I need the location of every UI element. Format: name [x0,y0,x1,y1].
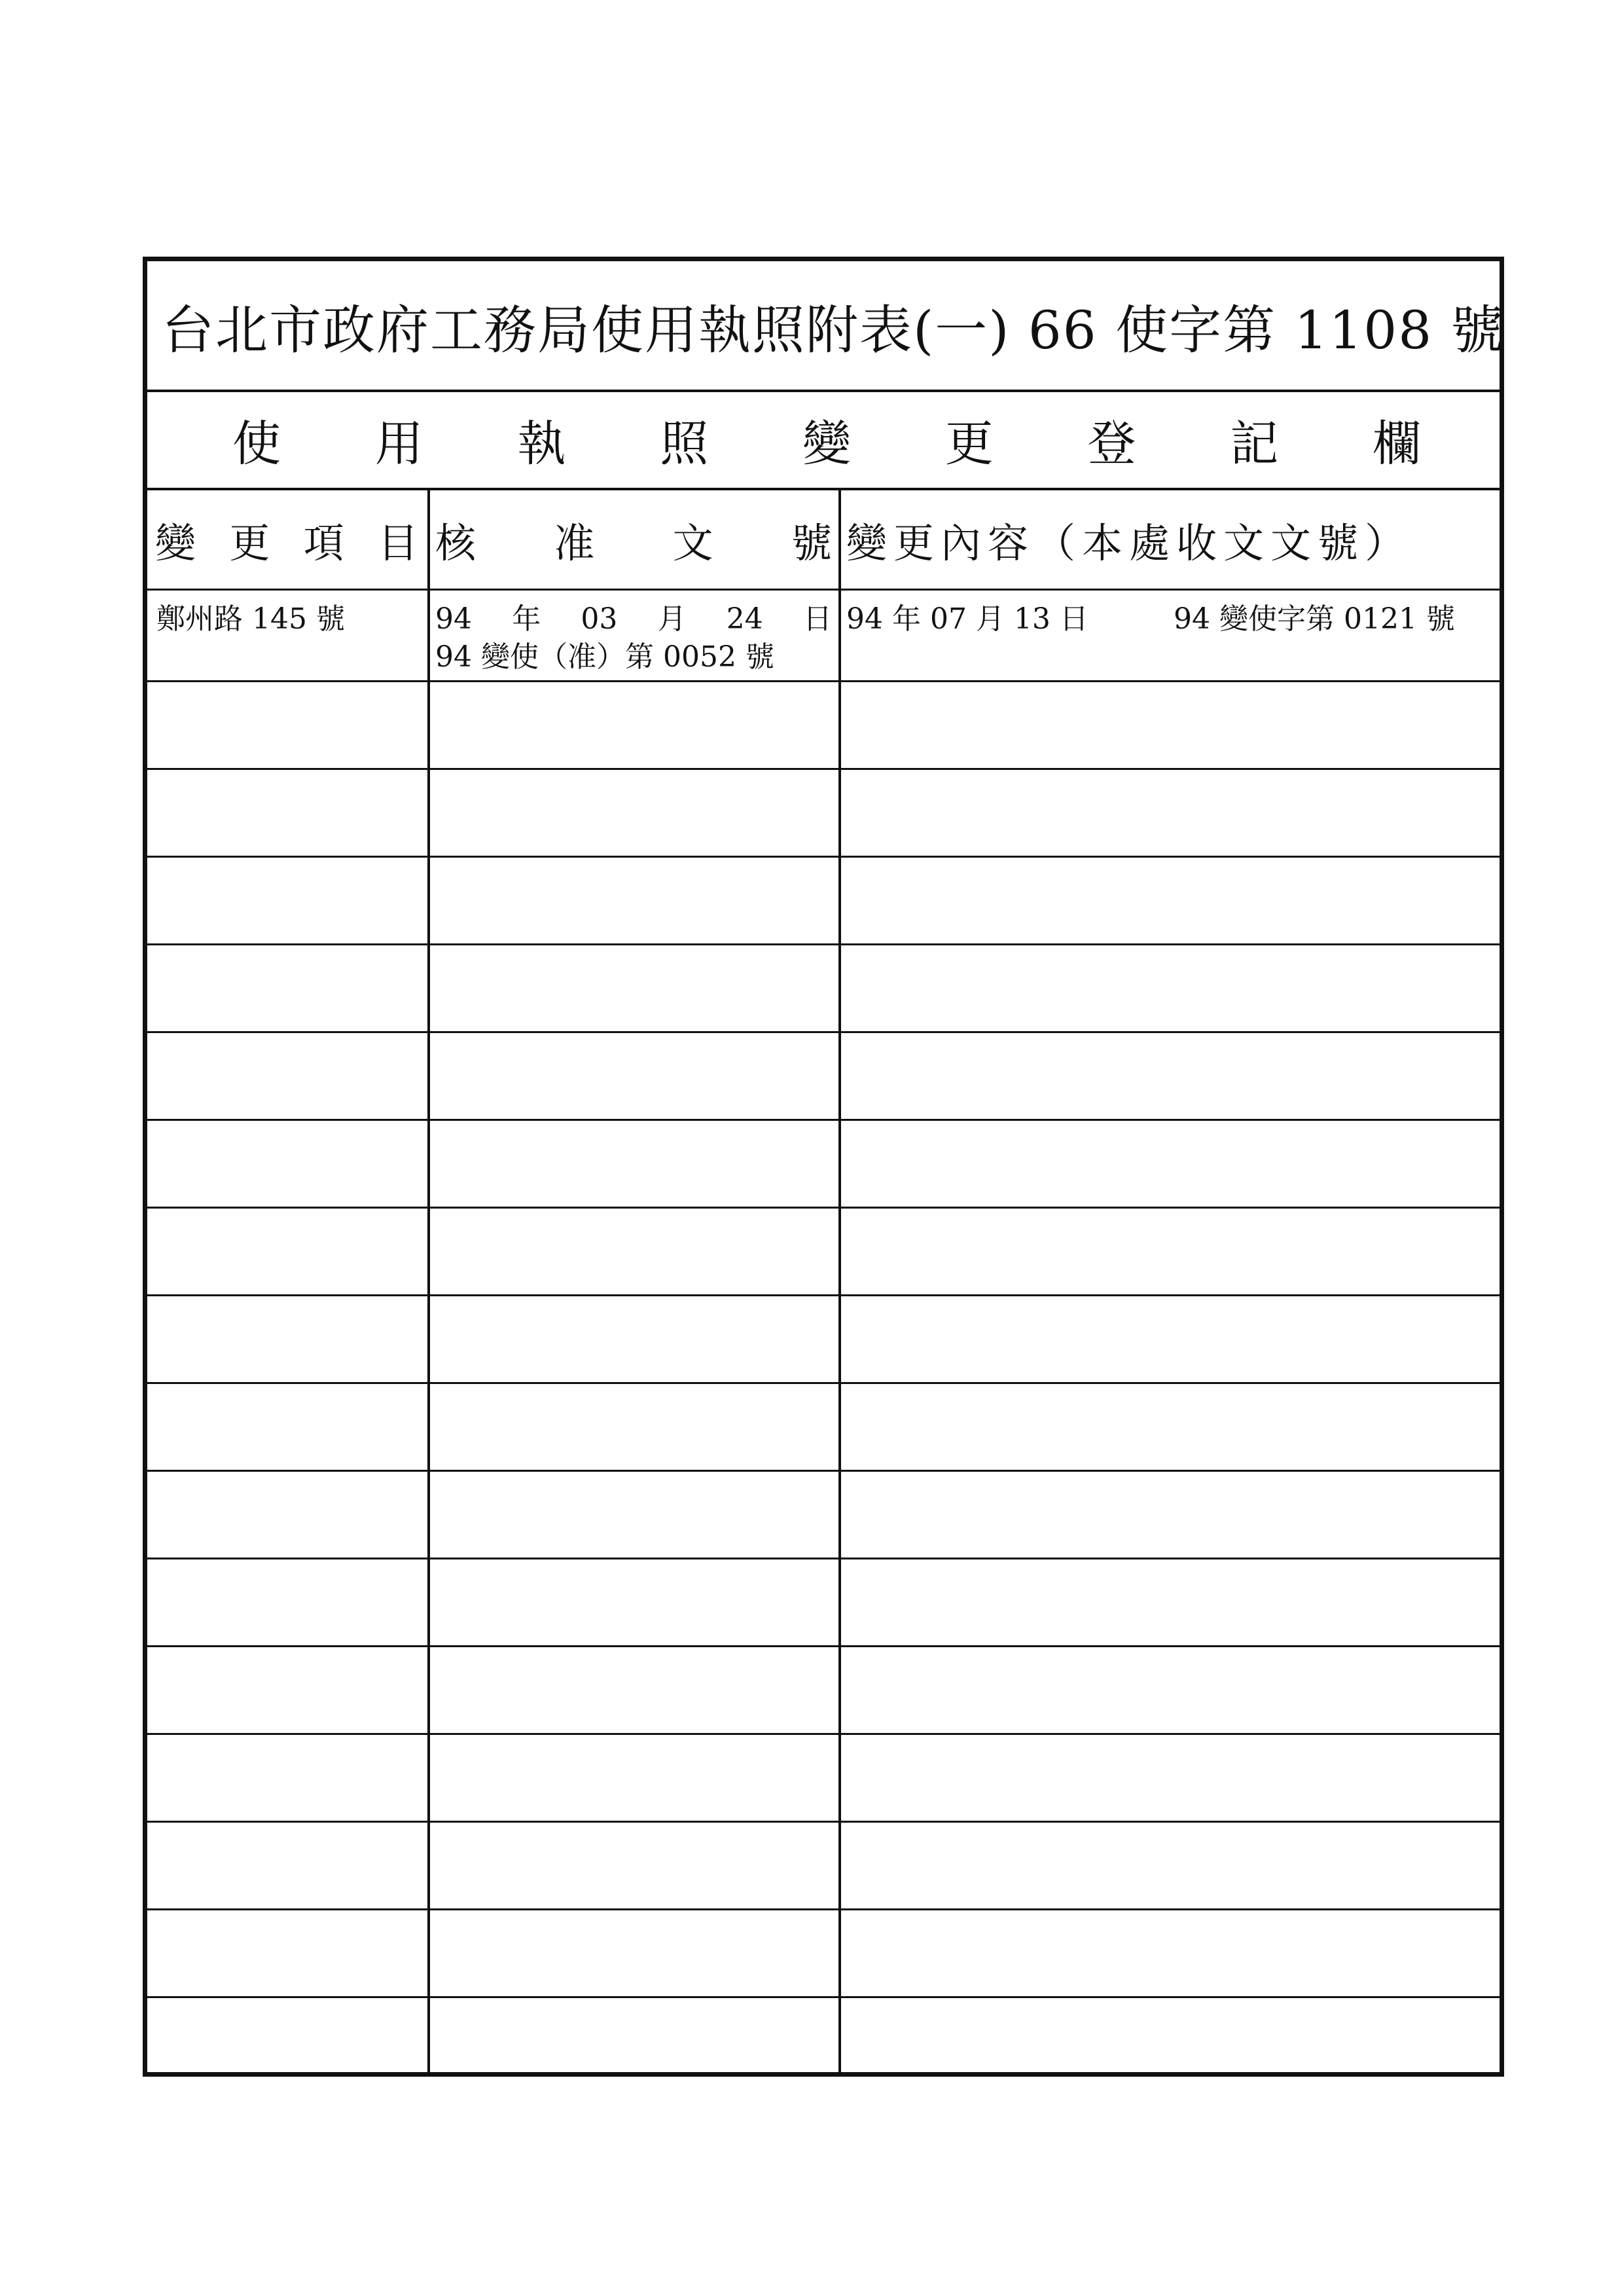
subtitle-char: 變 [802,416,851,472]
date-part: 03 [581,602,618,636]
row-divider [147,856,1500,858]
row-divider [147,1294,1500,1296]
row-1-content-number: 94 變使字第 0121 號 [1174,602,1455,636]
header-change-content: 變更內容（本處收文文號） [846,519,1412,567]
subtitle-char: 記 [1230,416,1279,472]
form-subtitle [147,392,1500,490]
date-part: 94 [435,602,472,636]
column-divider [838,490,841,2072]
row-divider [147,1382,1500,1384]
row-divider [147,1645,1500,1647]
subtitle-char: 欄 [1373,416,1421,472]
header-char: 變 [155,519,196,567]
header-char: 核 [435,519,476,567]
row-divider [147,1996,1500,1998]
subtitle-char: 使 [232,416,281,472]
header-char: 項 [303,519,344,567]
row-divider [147,943,1500,945]
row-divider [147,1821,1500,1823]
header-char: 更 [229,519,270,567]
header-change-item [155,490,418,589]
row-divider [147,1207,1500,1209]
row-divider [147,1733,1500,1735]
row-divider [147,1119,1500,1121]
row-1-approval-number: 94 變使（准）第 0052 號 [435,640,774,674]
header-approval-number [435,490,832,589]
date-part: 月 [657,602,687,636]
row-1-item: 鄭州路 145 號 [156,602,345,636]
row-divider [147,1031,1500,1033]
row-divider [147,680,1500,682]
license-form-sheet [143,257,1504,2077]
row-divider [147,1470,1500,1472]
subtitle-char: 用 [374,416,423,472]
row-divider [147,1558,1500,1559]
row-divider [147,768,1500,770]
form-title: 台北市政府工務局使用執照附表(一) 66 使字第 1108 號 [147,261,1500,392]
header-char: 目 [377,519,418,567]
date-part: 日 [802,602,832,636]
subtitle-char: 照 [660,416,709,472]
subtitle-char: 更 [944,416,994,472]
date-part: 24 [726,602,763,636]
change-record-table [147,490,1500,2072]
column-divider [427,490,430,2072]
date-part: 年 [512,602,541,636]
header-char: 准 [554,519,595,567]
subtitle-char: 執 [517,416,566,472]
header-char: 號 [791,519,832,567]
subtitle-char: 登 [1087,416,1136,472]
row-1-approval-date [435,600,832,638]
row-divider [147,1908,1500,1910]
header-char: 文 [672,519,713,567]
row-1-content-date: 94 年 07 月 13 日 [846,602,1088,636]
row-divider [147,589,1500,591]
